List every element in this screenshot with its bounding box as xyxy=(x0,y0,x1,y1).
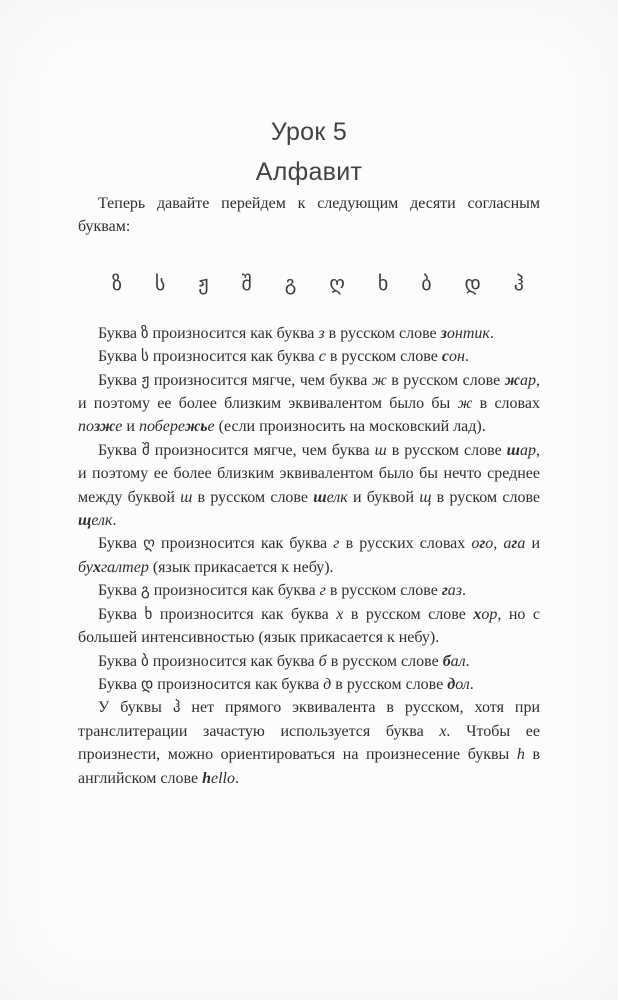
text-run: з xyxy=(318,324,325,342)
text-run: , и поэтому ее более близким эквивалентом было бы нечто среднее между буквой xyxy=(78,441,540,506)
text-run: з xyxy=(440,324,447,342)
georgian-letter-inline: შ xyxy=(142,440,150,459)
text-run: . xyxy=(469,675,474,693)
paragraph xyxy=(78,603,540,650)
paragraph xyxy=(78,322,540,345)
text-run: У буквы xyxy=(98,699,173,717)
chapter-title: Алфавит xyxy=(255,158,363,186)
text-run: ор xyxy=(481,605,498,623)
georgian-letter: ხ xyxy=(377,270,389,295)
text-run: ол xyxy=(455,675,470,693)
text-run: ж xyxy=(371,371,387,389)
text-run: в русских словах xyxy=(339,535,472,553)
georgian-letter: გ xyxy=(284,270,297,295)
text-run: в русском слове xyxy=(386,441,507,459)
text-run: в руском слове xyxy=(431,488,541,506)
georgian-letter: ს xyxy=(154,270,166,295)
text-run: е xyxy=(207,418,215,436)
text-run: Буква xyxy=(98,675,142,693)
text-run: в русском слове xyxy=(326,652,443,670)
text-run: ар xyxy=(520,441,536,459)
text-run: в русском слове xyxy=(386,371,505,389)
text-run: . xyxy=(465,652,470,670)
text-run: произносится как буква xyxy=(148,652,319,670)
text-run: с xyxy=(318,348,326,366)
text-run: , xyxy=(493,535,504,553)
text-run: ello xyxy=(210,769,235,787)
georgian-letter: ზ xyxy=(112,270,123,295)
georgian-letter-inline: ჰ xyxy=(172,698,181,717)
text-run: галтер xyxy=(100,558,149,576)
text-run: в английском слове xyxy=(78,746,540,787)
intro-paragraph xyxy=(78,192,540,239)
text-run: Буква xyxy=(98,371,142,389)
text-run: а xyxy=(503,535,512,553)
text-run: Буква xyxy=(98,324,142,342)
text-run: д xyxy=(447,675,456,693)
text-run: и xyxy=(525,535,541,553)
text-run: . xyxy=(464,348,469,366)
text-run: ар xyxy=(520,371,536,389)
text-run: с xyxy=(441,348,449,366)
text-run: . xyxy=(489,324,494,342)
text-run: ш xyxy=(313,488,327,506)
text-run: г xyxy=(511,535,518,553)
text-run: , но с большей интенсивностью (язык прикасается к небу). xyxy=(78,605,540,647)
georgian-letter-inline: გ xyxy=(141,581,150,600)
text-run: . xyxy=(112,512,117,530)
text-run: г xyxy=(319,582,326,600)
text-column xyxy=(78,192,540,790)
text-run: в словах xyxy=(472,395,540,413)
text-run: в русском слове xyxy=(343,605,474,623)
text-run: в русском слове xyxy=(325,582,442,600)
text-run: Буква xyxy=(98,652,142,670)
georgian-letter: ღ xyxy=(329,270,345,295)
text-run: в русском слове xyxy=(324,324,441,342)
georgian-letters-row xyxy=(78,271,540,295)
georgian-letter-inline: ღ xyxy=(143,534,155,553)
text-run: х xyxy=(92,558,101,576)
text-run: и буквой xyxy=(347,488,420,506)
text-run: ш xyxy=(374,441,387,459)
text-run: и xyxy=(122,418,139,436)
lesson-title: Урок 5 xyxy=(270,118,348,146)
paragraph xyxy=(78,369,540,439)
text-run: в русском слове xyxy=(331,675,448,693)
text-run: аз xyxy=(447,582,462,600)
text-run: ш xyxy=(506,441,520,459)
text-run: произносится как буква xyxy=(149,582,320,600)
text-run: он xyxy=(448,348,465,366)
text-run: ш xyxy=(180,488,193,506)
text-run: побере xyxy=(138,418,185,436)
text-run: Буква xyxy=(98,582,142,600)
text-run: в русском слове xyxy=(192,488,314,506)
text-run: Теперь давайте перейдем к следующим десяти согласным буквам: xyxy=(78,195,540,236)
text-run: , и поэтому ее более близким эквивалентом было бы xyxy=(78,371,540,413)
text-run: произносится как буква xyxy=(152,605,337,623)
text-run: ж xyxy=(457,395,473,413)
text-run: произносится как буква xyxy=(153,675,324,693)
text-run: бу xyxy=(78,558,93,576)
text-run: (язык прикасается к небу). xyxy=(148,558,334,576)
text-run: h xyxy=(202,769,211,787)
text-run: по xyxy=(78,418,94,436)
text-run: (если произносить на московский лад). xyxy=(214,418,486,436)
text-run: елк xyxy=(91,512,113,530)
text-run: . xyxy=(462,582,466,600)
text-run: онтик xyxy=(446,324,490,342)
text-run: ал xyxy=(450,652,466,670)
georgian-letter: დ xyxy=(464,270,481,295)
text-run: Буква xyxy=(98,441,142,459)
paragraph xyxy=(78,439,540,533)
paragraph xyxy=(78,673,540,696)
text-run: зж xyxy=(94,418,116,436)
text-run: о xyxy=(485,535,494,553)
georgian-letter: ჰ xyxy=(513,270,524,295)
georgian-letter-inline: ბ xyxy=(141,651,149,670)
text-run: о xyxy=(471,535,480,553)
text-run: а xyxy=(517,535,526,553)
text-run: г xyxy=(441,582,448,600)
text-run: г xyxy=(333,535,340,553)
text-run: Буква xyxy=(98,605,145,623)
georgian-letter-inline: ხ xyxy=(144,604,153,623)
text-run: h xyxy=(516,746,525,764)
text-run: г xyxy=(479,535,486,553)
georgian-letter-inline: ს xyxy=(141,347,149,366)
georgian-letter: ჟ xyxy=(198,270,209,295)
text-run: щ xyxy=(419,488,432,506)
text-run: произносится мягче, чем буква xyxy=(149,441,375,459)
text-run: щ xyxy=(78,512,92,530)
text-run: д xyxy=(323,675,332,693)
text-run: ж xyxy=(504,371,520,389)
text-run: Буква xyxy=(98,348,142,366)
georgian-letter-inline: ზ xyxy=(141,323,149,342)
text-run: . Чтобы ее произнести, можно ориентироваться на произнесение буквы xyxy=(78,722,540,764)
text-run: произносится мягче, чем буква xyxy=(149,371,372,389)
text-run: Буква xyxy=(98,535,144,553)
text-run: х xyxy=(336,605,344,623)
georgian-letter-inline: დ xyxy=(141,674,154,693)
georgian-letter-inline: ჟ xyxy=(141,370,150,389)
chapter-heading xyxy=(0,0,618,192)
text-run: . xyxy=(234,769,239,787)
text-run: произносится как буква xyxy=(148,324,319,342)
georgian-letter: ბ xyxy=(421,270,432,295)
text-run: х xyxy=(473,605,482,623)
text-run: нет прямого эквивалента в русском, хотя при транслитерации зачастую используется буква xyxy=(78,699,541,740)
paragraph xyxy=(78,532,540,579)
paragraph xyxy=(78,696,540,790)
paragraph xyxy=(78,579,540,602)
text-run: произносится как буква xyxy=(154,535,334,553)
text-run: е xyxy=(115,418,123,436)
text-run: б xyxy=(442,652,451,670)
paragraph xyxy=(78,650,540,673)
text-run: б xyxy=(318,652,327,670)
text-run: в русском слове xyxy=(325,348,442,366)
text-run: елк xyxy=(326,488,348,506)
paragraph xyxy=(78,345,540,368)
text-run: х xyxy=(439,722,447,740)
body-paragraphs xyxy=(78,322,540,790)
text-run: жь xyxy=(184,418,208,436)
georgian-letter: შ xyxy=(241,270,252,295)
text-run: произносится как буква xyxy=(148,348,319,366)
